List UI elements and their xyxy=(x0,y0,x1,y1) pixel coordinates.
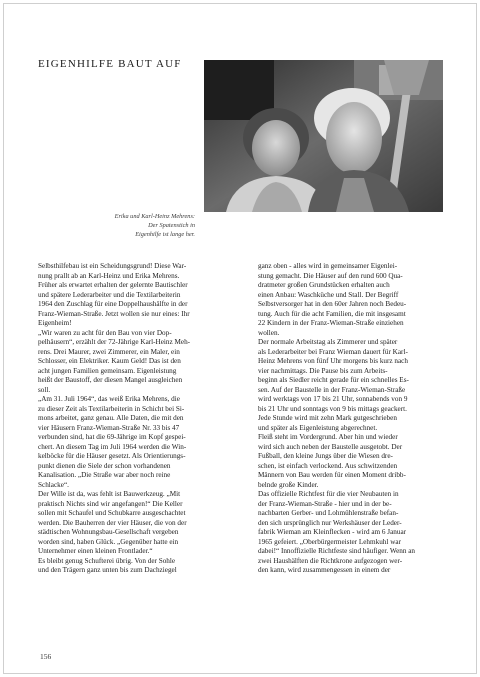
text-line: punkt dienen die Siele der schon vorhandenen xyxy=(38,461,171,470)
text-line: dabei!“ Innoffizielle Richtfeste sind häufiger. Wenn an xyxy=(258,547,416,555)
text-line: verbunden sind, hat die 69-Jährige im Kopf gespei- xyxy=(38,433,186,441)
text-line: Der normale Arbeitstag als Zimmerer und später xyxy=(258,338,398,346)
text-line: Selbsthilfebau ist ein Scheidungsgrund! Diese War- xyxy=(38,262,187,270)
text-line: zu dieser Zeit als Textilarbeiterin in Schicht bei Si- xyxy=(38,404,185,413)
text-line: Jede Stunde wird mit zehn Mark gutgeschrieben xyxy=(258,414,397,422)
text-line: zwei Haushälften die Richtkrone aufgezogen wer- xyxy=(258,556,403,565)
text-line: vier nachmittags. Die Pause bis zum Arbeits- xyxy=(258,366,388,375)
text-line: Früher als erwartet erhalten der gelernte Bautischler xyxy=(38,281,188,289)
text-line: acht jungen Familien gemeinsam. Eigenleistung xyxy=(38,366,177,375)
text-line: und später als Eigenleistung abgerechnet. xyxy=(258,423,378,432)
text-line: fabrik Wieman am Kleinflecken - wird am 6 Januar xyxy=(258,528,407,536)
text-line: einen Anbau: Waschküche und Stall. Der Begriff xyxy=(258,290,399,299)
text-line: werden. Die Bauherren der vier Häuser, die von der xyxy=(38,518,187,527)
text-line: beginn als Siedler reicht gerade für ein schnelles Es- xyxy=(258,376,409,384)
text-line: tung. Auch für die acht Familien, die mit insgesamt xyxy=(258,309,406,318)
couple-photo xyxy=(204,60,443,212)
text-line: 22 Kindern in der Franz-Wieman-Straße einziehen xyxy=(258,319,404,327)
text-line: Männern von Bau werden für einen Moment dribb- xyxy=(258,471,406,479)
text-line: Heinz Mehrens von fünf Uhr morgens bis kurz nach xyxy=(258,357,408,365)
text-line: Franz-Wieman-Straße. Jetzt wollen sie nur eines: Ihr xyxy=(38,309,190,318)
left-text-column xyxy=(38,262,244,576)
text-line: und spätere Lederarbeiter und die Textilarbeiterin xyxy=(38,290,181,299)
text-line: dratmeter großen Grundstücken erhalten auch xyxy=(258,281,390,289)
text-line: Das offizielle Richtfest für die vier Neubauten in xyxy=(258,490,399,498)
text-line: Fleiß steht im Vordergrund. Aber hin und wieder xyxy=(258,433,398,441)
text-line: heißt der Baustoff, der diesen Mangel ausgleichen xyxy=(38,376,183,384)
text-line: schen, ist einfach verlockend. Aus schwitzenden xyxy=(258,461,398,470)
text-line: der Franz-Wieman-Straße - hier und in der be- xyxy=(258,499,392,508)
text-line: stung gemacht. Die Häuser auf den rund 600 Qua- xyxy=(258,271,403,280)
page-number: 156 xyxy=(40,652,52,661)
text-line: chert. An diesem Tag im Juli 1964 werden die Win- xyxy=(38,442,187,451)
text-line: Schlacke“. xyxy=(38,480,69,489)
text-line: nachbarten Gerber- und Lohmühlenstraße befan- xyxy=(258,509,399,517)
text-line: Fußball, den kleine Jungs über die Wiesen dre- xyxy=(258,452,393,460)
text-line: vier Häusern Franz-Wieman-Straße Nr. 33 bis 47 xyxy=(38,423,180,432)
caption-line: Erika und Karl-Heinz Mehrens: xyxy=(114,213,195,220)
text-line: „Am 31. Juli 1964“, das weiß Erika Mehrens, die xyxy=(38,395,180,403)
text-line: Eigenheim! xyxy=(38,319,72,327)
photo-caption xyxy=(70,212,195,239)
text-line: den kann, wird zusammengessen in einem der xyxy=(258,566,391,574)
text-line: rens. Drei Maurer, zwei Zimmerer, ein Maler, ein xyxy=(38,347,180,356)
text-line: pelhäusern“, erzählt der 72-Jährige Karl-Heinz Meh- xyxy=(38,338,191,346)
text-line: praktisch Nichts sind wir angefangen!“ Die Keller xyxy=(38,499,183,508)
text-line: bis 21 Uhr und sonntags von 9 bis mittags geackert. xyxy=(258,404,407,413)
text-line: sollen mit Schaufel und Schubkarre ausgeschachtet xyxy=(38,509,186,517)
text-line: soll. xyxy=(38,385,51,394)
text-line: worden sind, haben Glück. „Gegenüber hatte ein xyxy=(38,537,179,546)
caption-line: Der Spatenstich in xyxy=(148,222,195,229)
text-line: belnde große Kinder. xyxy=(258,480,319,489)
text-line: städtischen Wohnungsbau-Gesellschaft vergeben xyxy=(38,528,179,536)
text-line: wird sich auch neben der Baustelle ausgetobt. Der xyxy=(258,442,403,451)
text-line: nung prallt ab an Karl-Heinz und Erika Mehrens. xyxy=(38,271,180,280)
text-line: ganz oben - alles wird in gemeinsamer Eigenlei- xyxy=(258,262,398,270)
text-line: wollen. xyxy=(258,328,280,337)
text-line: kelböcke für die Häuser gesetzt. Als Orientierungs- xyxy=(38,452,186,460)
text-line: sen. Auf der Baustelle in der Franz-Wieman-Straße xyxy=(258,385,406,394)
text-line: „Wir waren zu acht für den Bau von vier Dop- xyxy=(38,328,172,337)
text-line: Schlosser, ein Elektriker. Kaum Geld! Das ist den xyxy=(38,357,181,365)
page-title: EIGENHILFE BAUT AUF xyxy=(38,58,182,70)
text-line: 1965 gefeiert. „Oberbürgermeister Lehmkuhl war xyxy=(258,537,401,546)
right-text-column xyxy=(258,262,444,576)
caption-line: Eigenhilfe ist lange her. xyxy=(135,231,195,238)
text-line: den sich ursprünglich nur Werkshäuser der Leder- xyxy=(258,518,402,527)
text-line: Der Wille ist da, was fehlt ist Bauwerkzeug. „Mit xyxy=(38,490,181,498)
text-line: Kanalisation. „Die Straße war aber noch reine xyxy=(38,471,171,479)
text-line: Es bleibt genug Schufterei übrig. Von der Sohle xyxy=(38,556,176,565)
text-line: 1964 den Zuschlag für eine Doppelhaushälfte in der xyxy=(38,300,188,308)
text-line: Unternehmer einen kleinen Frontlader.“ xyxy=(38,547,153,555)
text-line: Selbstversorger hat in den 60er Jahren noch Bedeu- xyxy=(258,300,407,308)
text-line: als Lederarbeiter bei Franz Wieman dauert für Karl- xyxy=(258,347,408,356)
text-line: wird werktags von 17 bis 21 Uhr, sonnabends von 9 xyxy=(258,395,408,403)
text-line: mons arbeitet, ganz genau. Alle Daten, die mit den xyxy=(38,414,184,422)
text-line: und den Trägern ganz unten bis zum Dachziegel xyxy=(38,566,177,574)
